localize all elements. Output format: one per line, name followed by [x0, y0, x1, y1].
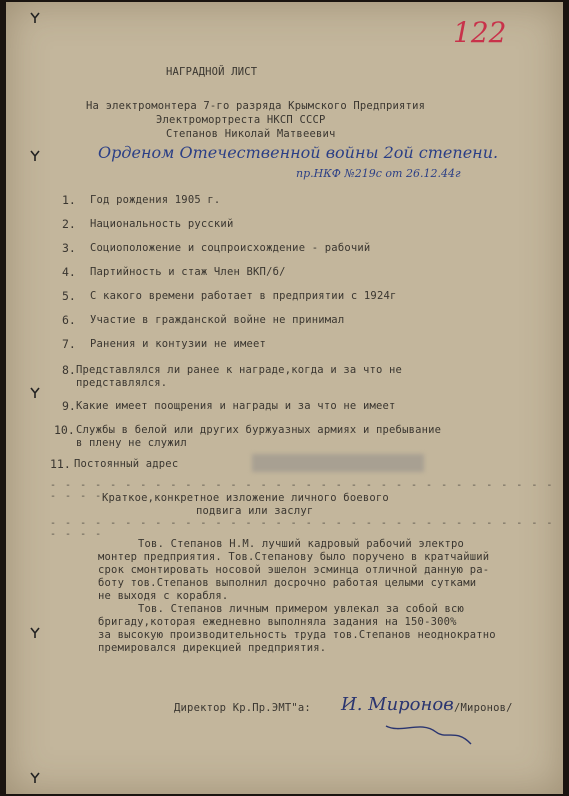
item-number: 3. — [62, 241, 76, 255]
item-number: 1. — [62, 193, 76, 207]
body-line: премировался дирекцией предприятия. — [98, 642, 327, 654]
award-handwritten: Орденом Отечественной войны 2ой степени. — [98, 143, 499, 162]
body-line: боту тов.Степанов выполнил досрочно работая целыми сутками — [98, 577, 477, 589]
page-number: 122 — [453, 16, 507, 49]
document-title: НАГРАДНОЙ ЛИСТ — [166, 66, 258, 78]
body-line: Тов. Степанов Н.М. лучший кадровый рабочий электро — [138, 538, 465, 550]
punch-hole-icon — [29, 12, 41, 24]
summary-heading-2: подвига или заслуг — [196, 505, 314, 517]
item-text: Службы в белой или других буржуазных армиях и пребывание — [76, 424, 442, 436]
item-number: 4. — [62, 265, 76, 279]
item-number: 9. — [62, 399, 76, 413]
body-line: монтер предприятия. Тов.Степанову было поручено в кратчайший — [98, 551, 490, 563]
redacted-address — [252, 454, 424, 472]
punch-hole-icon — [29, 387, 41, 399]
separator-dashes: - - - - - - - - - - - - - - - - - - - - - - - - - - - - - - - - - - - - - - — [50, 480, 554, 502]
punch-hole-icon — [29, 772, 41, 784]
item-text: Ранения и контузии не имеет — [90, 338, 267, 350]
item-number: 5. — [62, 289, 76, 303]
signature-flourish-icon — [381, 714, 481, 764]
item-text: Год рождения 1905 г. — [90, 194, 221, 206]
body-line: Тов. Степанов личным примером увлекал за собой всю — [138, 603, 465, 615]
item-text: Какие имеет поощрения и награды и за что не имеет — [76, 400, 396, 412]
item-text: Представлялся ли ранее к награде,когда и за что не — [76, 364, 403, 376]
summary-heading: Краткое,конкретное изложение личного боевого — [102, 492, 389, 504]
item-text: Постоянный адрес — [74, 458, 179, 470]
item-text: Партийность и стаж Член ВКП/б/ — [90, 266, 286, 278]
separator-dashes: - - - - - - - - - - - - - - - - - - - - - - - - - - - - - - - - - - - - - - — [50, 518, 554, 540]
item-number: 2. — [62, 217, 76, 231]
item-text-continued: в плену не служил — [76, 437, 187, 449]
item-text: С какого времени работает в предприятии с 1924г — [90, 290, 397, 302]
item-text-continued: представлялся. — [76, 377, 168, 389]
item-text: Национальность русский — [90, 218, 234, 230]
punch-hole-icon — [29, 627, 41, 639]
recipient-name: Степанов Николай Матвеевич — [166, 128, 336, 140]
item-number: 7. — [62, 337, 76, 351]
item-number: 6. — [62, 313, 76, 327]
signature-label: Директор Кр.Пр.ЭМТ"а: — [174, 702, 311, 714]
body-line: за высокую производительность труда тов.Степанов неоднократно — [98, 629, 496, 641]
item-number: 8. — [62, 363, 76, 377]
header-line-2: Электромортреста НКСП СССР — [156, 114, 326, 126]
header-line-1: На электромонтера 7-го разряда Крымского Предприятия — [86, 100, 426, 112]
signature-name: /Миронов/ — [454, 702, 513, 714]
item-number: 10. — [54, 423, 75, 437]
document-sheet — [6, 2, 563, 794]
item-number: 11. — [50, 457, 71, 471]
order-reference: пр.НКФ №219с от 26.12.44г — [296, 167, 461, 180]
item-text: Участие в гражданской войне не принимал — [90, 314, 345, 326]
item-text: Социоположение и соцпроисхождение - рабочий — [90, 242, 371, 254]
body-line: не выходя с корабля. — [98, 590, 229, 602]
body-line: срок смонтировать носовой эшелон эсминца отличной данную ра- — [98, 564, 490, 576]
signature-handwritten: И. Миронов — [341, 694, 454, 715]
body-line: бригаду,которая ежедневно выполняла задания на 150-300% — [98, 616, 457, 628]
punch-hole-icon — [29, 150, 41, 162]
